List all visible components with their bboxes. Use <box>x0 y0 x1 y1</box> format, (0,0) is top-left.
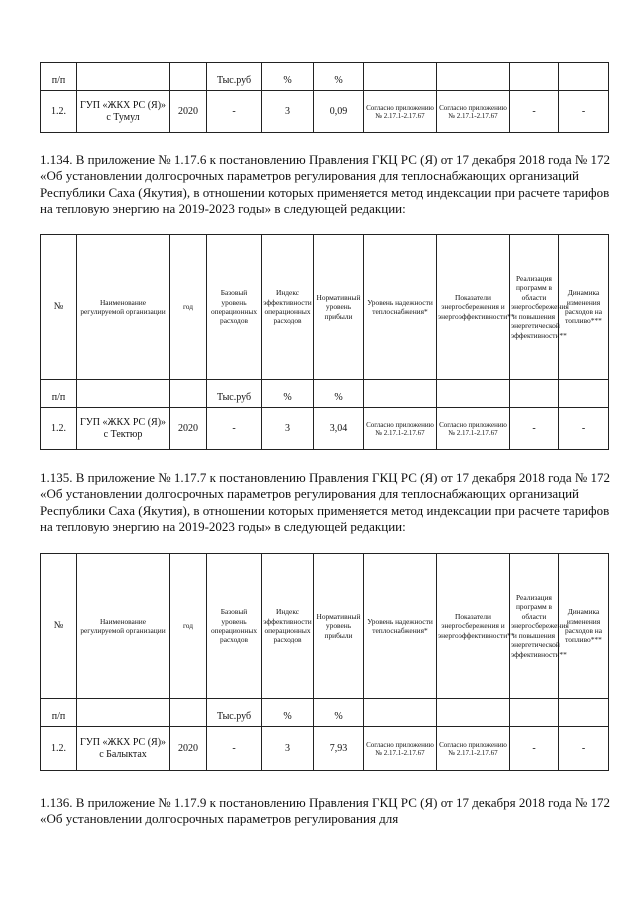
year-header: год <box>170 554 207 699</box>
org-name: ГУП «ЖКХ РС (Я)» с Тумул <box>77 91 170 133</box>
reliability-header: Уровень надежности теплоснабжения* <box>364 235 437 380</box>
row-number: 1.2. <box>41 91 77 133</box>
fuel-dynamics: - <box>559 408 609 450</box>
year: 2020 <box>170 91 207 133</box>
program-header: Реализация программ в области энергосбережения и повышения энергетической эффективности** <box>510 235 559 380</box>
pp-label: п/п <box>41 63 77 91</box>
unit-pct: % <box>262 380 314 408</box>
opex-index: 3 <box>262 91 314 133</box>
fuel-dynamics: - <box>559 727 609 771</box>
opex-index: 3 <box>262 408 314 450</box>
fuel-header: Динамика изменения расходов на топливо*** <box>559 554 609 699</box>
unit-rub: Тыс.руб <box>207 63 262 91</box>
org-header: Наименование регулируемой организации <box>77 235 170 380</box>
program-header: Реализация программ в области энергосбережения и повышения энергетической эффективности** <box>510 554 559 699</box>
org-header-cell <box>77 63 170 91</box>
profit-level: 0,09 <box>314 91 364 133</box>
pp-label: п/п <box>41 380 77 408</box>
row-number: 1.2. <box>41 408 77 450</box>
opex-index: 3 <box>262 727 314 771</box>
base-opex: - <box>207 408 262 450</box>
unit-pct: % <box>262 699 314 727</box>
reliability-level: Согласно приложению № 2.17.1-2.17.67 <box>364 408 437 450</box>
row-number: 1.2. <box>41 727 77 771</box>
org-header: Наименование регулируемой организации <box>77 554 170 699</box>
energy-indicators: Согласно приложению № 2.17.1-2.17.67 <box>437 91 510 133</box>
energy-header: Показатели энергосбережения и энергоэффективности** <box>437 554 510 699</box>
base-opex-header: Базовый уровень операционных расходов <box>207 554 262 699</box>
program-realization: - <box>510 91 559 133</box>
profit-level: 3,04 <box>314 408 364 450</box>
unit-pct2: % <box>314 63 364 91</box>
base-opex: - <box>207 727 262 771</box>
pp-label: п/п <box>41 699 77 727</box>
year: 2020 <box>170 408 207 450</box>
paragraph-1-136: 1.136. В приложение № 1.17.9 к постановлению Правления ГКЦ РС (Я) от 17 декабря 2018 года № 172 «Об установлении долгосрочных параметров регулирования для <box>40 795 610 827</box>
energy-indicators: Согласно приложению № 2.17.1-2.17.67 <box>437 727 510 771</box>
energy-header: Показатели энергосбережения и энергоэффективности** <box>437 235 510 380</box>
opex-index-header: Индекс эффективности операционных расходов <box>262 554 314 699</box>
unit-pct: % <box>262 63 314 91</box>
num-header: № <box>41 554 77 699</box>
year-header: год <box>170 235 207 380</box>
paragraph-1-134: 1.134. В приложение № 1.17.6 к постановлению Правления ГКЦ РС (Я) от 17 декабря 2018 года № 172 «Об установлении долгосрочных параметров регулирования для теплоснабжающих организаций Республики Саха (Якутия), в отношении которых применяется метод индексации при расчете тарифов на тепловую энергию на 2019-2023 годы» в следующей редакции: <box>40 152 610 216</box>
profit-level: 7,93 <box>314 727 364 771</box>
opex-index-header: Индекс эффективности операционных расходов <box>262 235 314 380</box>
org-name: ГУП «ЖКХ РС (Я)» с Тектюр <box>77 408 170 450</box>
num-header: № <box>41 235 77 380</box>
energy-indicators: Согласно приложению № 2.17.1-2.17.67 <box>437 408 510 450</box>
reliability-level: Согласно приложению № 2.17.1-2.17.67 <box>364 727 437 771</box>
profit-header: Нормативный уровень прибыли <box>314 554 364 699</box>
base-opex-header: Базовый уровень операционных расходов <box>207 235 262 380</box>
program-realization: - <box>510 727 559 771</box>
year: 2020 <box>170 727 207 771</box>
fuel-dynamics: - <box>559 91 609 133</box>
unit-rub: Тыс.руб <box>207 380 262 408</box>
table-balyktakh <box>40 553 609 771</box>
unit-pct2: % <box>314 699 364 727</box>
profit-header: Нормативный уровень прибыли <box>314 235 364 380</box>
unit-rub: Тыс.руб <box>207 699 262 727</box>
org-name: ГУП «ЖКХ РС (Я)» с Балыктах <box>77 727 170 771</box>
paragraph-1-135: 1.135. В приложение № 1.17.7 к постановлению Правления ГКЦ РС (Я) от 17 декабря 2018 года № 172 «Об установлении долгосрочных параметров регулирования для теплоснабжающих организаций Республики Саха (Якутия), в отношении которых применяется метод индексации при расчете тарифов на тепловую энергию на 2019-2023 годы» в следующей редакции: <box>40 470 610 534</box>
table-tumul <box>40 62 609 133</box>
table-tektyur <box>40 234 609 450</box>
fuel-header: Динамика изменения расходов на топливо*** <box>559 235 609 380</box>
unit-pct2: % <box>314 380 364 408</box>
reliability-level: Согласно приложению № 2.17.1-2.17.67 <box>364 91 437 133</box>
reliability-header: Уровень надежности теплоснабжения* <box>364 554 437 699</box>
program-realization: - <box>510 408 559 450</box>
base-opex: - <box>207 91 262 133</box>
year-header-cell <box>170 63 207 91</box>
